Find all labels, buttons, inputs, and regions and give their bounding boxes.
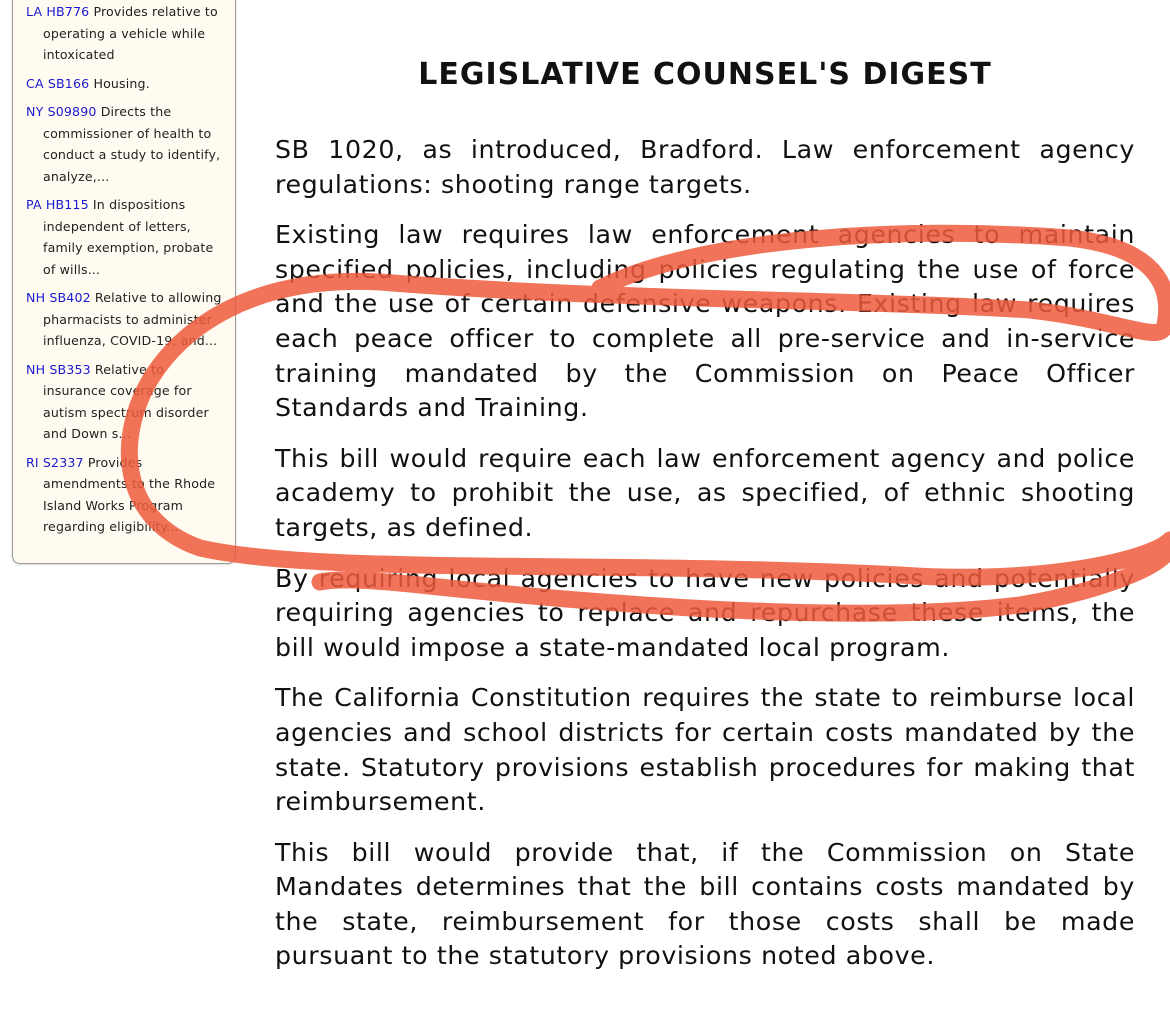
bill-description: Relative to insurance coverage for autism spectrum disorder and Down s... <box>43 361 209 441</box>
left-column <box>0 0 250 1029</box>
bill-description: Provides relative to operating a vehicle while intoxicated <box>43 4 218 62</box>
digest-body <box>275 133 1135 990</box>
related-bills-panel <box>12 0 236 564</box>
bill-description: In dispositions independent of letters, family exemption, probate of wills... <box>43 197 214 277</box>
bill-link[interactable]: LA HB776 <box>26 4 90 19</box>
digest-paragraph: This bill would require each law enforcement agency and police academy to prohibit the use, as specified, of ethnic shooting targets, as defined. <box>275 443 1135 542</box>
bill-link[interactable]: PA HB115 <box>26 197 89 212</box>
bill-description: Housing. <box>93 75 150 91</box>
digest-paragraph: Existing law requires law enforcement agencies to maintain specified policies, including policies regulating the use of force and the use of certain defensive weapons. Existing law requires each peace officer to complete all pre-service and in-service training mandated by the Commission on Peace Officer Standards and Training. <box>275 220 1135 423</box>
page-title: LEGISLATIVE COUNSEL'S DIGEST <box>418 57 992 92</box>
bill-link[interactable]: RI S2337 <box>26 454 84 470</box>
digest-paragraph: This bill would provide that, if the Commission on State Mandates determines that the bill contains costs mandated by the state, reimbursement for those costs shall be made pursuant to the statutory provisions noted above. <box>275 837 1135 971</box>
bill-link[interactable]: NH SB402 <box>26 290 91 305</box>
bill-description: Directs the commissioner of health to conduct a study to identify, analyze,... <box>43 104 221 184</box>
list-item <box>26 452 229 538</box>
digest-paragraph: The California Constitution requires the state to reimburse local agencies and school districts for certain costs mandated by the state. Statutory provisions establish procedures for making that reimbursement. <box>275 683 1135 817</box>
bill-link[interactable]: CA SB166 <box>26 75 90 91</box>
list-item <box>26 287 229 352</box>
list-item <box>26 194 229 280</box>
bill-description: Relative to allowing pharmacists to administer influenza, COVID-19, and... <box>43 290 222 348</box>
list-item <box>26 73 229 95</box>
digest-paragraph: By requiring local agencies to have new policies and potentially requiring agencies to replace and repurchase these items, the bill would impose a state-mandated local program. <box>275 563 1135 662</box>
bill-description: Provides amendments to the Rhode Island Works Program regarding eligibility... <box>43 454 216 534</box>
list-item <box>26 359 229 445</box>
bill-link[interactable]: NY S09890 <box>26 104 97 119</box>
list-item <box>26 1 229 66</box>
digest-paragraph: SB 1020, as introduced, Bradford. Law enforcement agency regulations: shooting range targets. <box>275 135 1135 199</box>
bill-link[interactable]: NH SB353 <box>26 361 91 377</box>
list-item <box>26 101 229 187</box>
document-pane <box>248 0 1170 1029</box>
